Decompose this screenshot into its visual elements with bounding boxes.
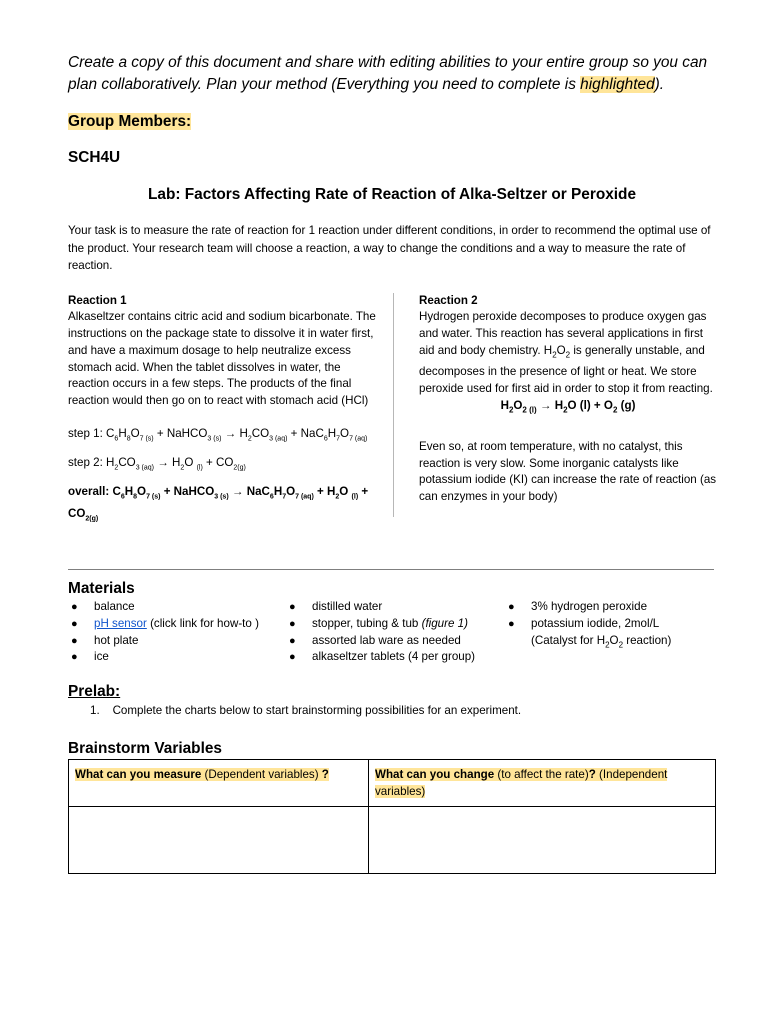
intro-text: Create a copy of this document and share with editing abilities to your entire group so you can plan collaboratively. Plan your method (Everything you need to complete is: [68, 54, 708, 93]
column-divider: [393, 293, 394, 517]
material-item: ● hot plate: [71, 633, 139, 647]
reaction2-description: Hydrogen peroxide decomposes to produce oxygen gas and water. This reaction has several applications in first aid and body chemistry. $H_2O_2$ is generally unstable, and decomposes in the presence of light or heat. We store peroxide used for first aid in order to stop it from reacting.: [419, 310, 713, 395]
brainstorm-table: [68, 759, 716, 874]
step2-equation: step 2: $H_2CO_{3 (aq)} \to H_2O$ $_{(l)} + CO_{2(g)}$: [68, 456, 246, 472]
dependent-variables-header: What can you measure (Dependent variables) ?: [69, 760, 369, 807]
material-item: ● assorted lab ware as needed: [289, 633, 461, 647]
step1-equation: step 1: $C_6H_8O_{7 (s)}$ + NaHCO$_{3 (s)}$ → $H_2CO_{3 (aq)} + NaC_6H_7O_{7 (aq)}$: [68, 427, 368, 443]
material-item: ● ice: [71, 650, 109, 664]
material-item: ● pH sensor (click link for how-to ): [71, 616, 259, 630]
reaction2-column: [419, 293, 717, 506]
prelab-heading: Prelab:: [68, 683, 121, 700]
task-description: Your task is to measure the rate of reaction for 1 reaction under different conditions, in order to recommend the optimal use of the product. Your research team will choose a reaction, a way to change the conditions and a way to measure the rate of reaction.: [68, 224, 711, 272]
material-item: ● potassium iodide, 2mol/L: [508, 616, 660, 630]
materials-heading: Materials: [68, 580, 135, 597]
figure-reference: (figure 1): [421, 616, 468, 630]
ph-sensor-link[interactable]: pH sensor: [94, 616, 147, 630]
course-code: SCH4U: [68, 149, 121, 166]
materials-list-3: [505, 599, 720, 654]
reaction1-heading: Reaction 1: [68, 293, 127, 307]
reaction2-paragraph2: Even so, at room temperature, with no catalyst, this reaction is very slow. Some inorganic catalysts like potassium iodide (KI) can increase the rate of reaction (as can enzymes in your body): [419, 439, 717, 504]
materials-list-2: [286, 599, 506, 666]
material-item: ● alkaseltzer tablets (4 per group): [289, 650, 476, 664]
intro-highlighted-word: highlighted: [580, 75, 655, 93]
reaction1-description: Alkaseltzer contains citric acid and sodium bicarbonate. The instructions on the package state to dissolve it in water first, and have a maximum dosage to help neutralize excess stomach acid. When the tablet dissolves in water, the reaction occurs in a few steps. The products of the final reaction would then go on to react with stomach acid (HCl): [68, 310, 376, 408]
materials-list-1: [68, 599, 288, 666]
lab-title: Lab: Factors Affecting Rate of Reaction of Alka-Seltzer or Peroxide: [147, 186, 637, 203]
document-page: [68, 52, 717, 523]
material-item: ● balance: [71, 600, 135, 613]
peroxide-equation: $H_2O_{2 (l)} \to H_2O$ $(l) + O_2$ (g): [500, 398, 636, 414]
brainstorm-heading: Brainstorm Variables: [68, 740, 222, 757]
independent-variables-cell[interactable]: [369, 807, 716, 874]
reaction1-column: [68, 293, 380, 536]
reaction1-equations: [68, 426, 380, 528]
group-members-heading: Group Members:: [68, 113, 192, 130]
material-item: ● 3% hydrogen peroxide: [508, 600, 648, 613]
catalyst-note: (Catalyst for $H_2O_2$ reaction): [531, 633, 672, 649]
material-item: ● distilled water: [289, 600, 383, 613]
intro-paragraph: [68, 52, 716, 95]
intro-text-end: ).: [654, 75, 665, 93]
reaction2-heading: Reaction 2: [419, 293, 478, 307]
section-divider: [68, 569, 714, 570]
material-item: ● stopper, tubing & tub (figure 1): [289, 616, 468, 630]
reactions-columns: [68, 293, 717, 523]
prelab-item-1: 1. Complete the charts below to start brainstorming possibilities for an experiment.: [90, 704, 522, 717]
independent-variables-header: What can you change (to affect the rate)? (Independent variables): [369, 760, 716, 807]
dependent-variables-cell[interactable]: [69, 807, 369, 874]
overall-equation: overall: $C_6H_8O_{7 (s)}$ + NaHCO$_{3 (s)}$ → $NaC_6H_7O_{7 (aq)} + H_2O$ $_{(l)} + CO_{2(g)}$: [68, 485, 369, 523]
